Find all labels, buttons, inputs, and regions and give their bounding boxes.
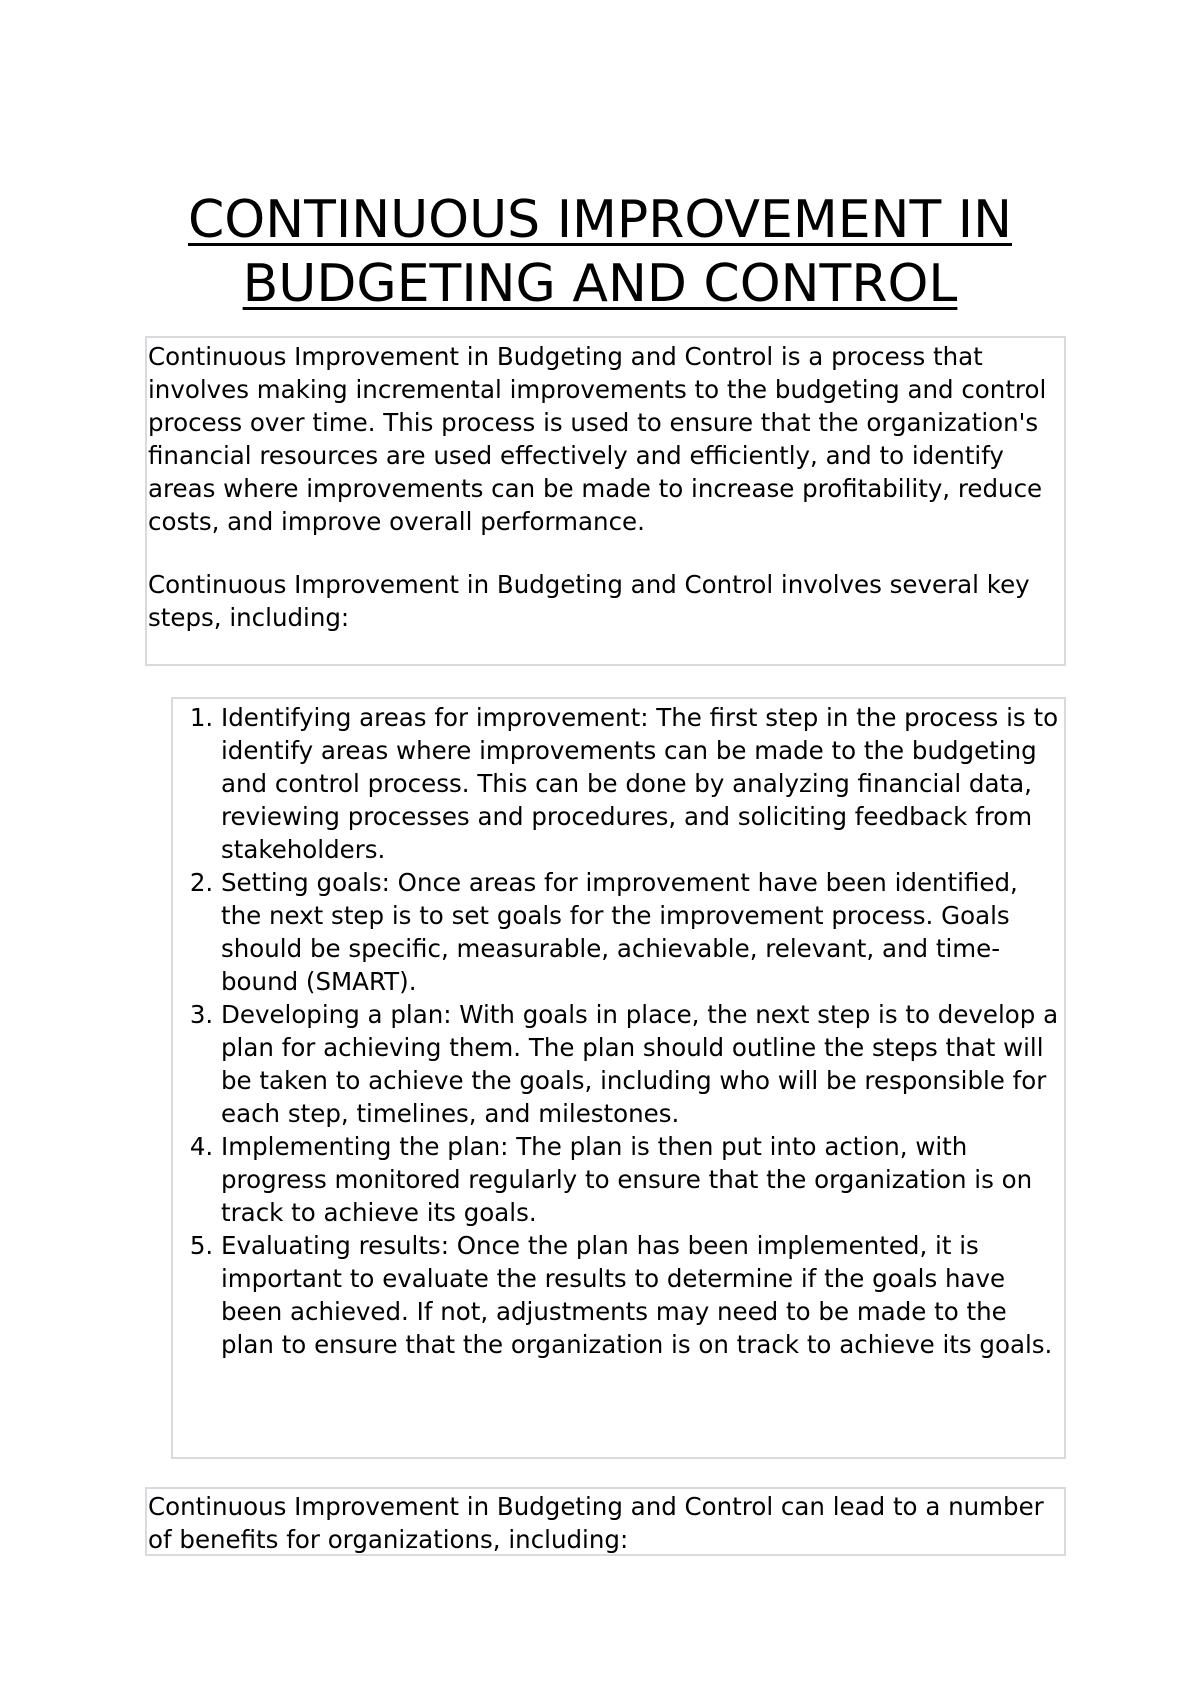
intro-section (145, 336, 1066, 666)
list-item-step-5: 5. Evaluating results: Once the plan has been implemented, it is important to evaluate the results to determine if the goals have been achieved. If not, adjustments may need to be made to the plan to ensure that the organization is on track to achieve its goals. (221, 1229, 1064, 1361)
list-item-step-4: 4. Implementing the plan: The plan is then put into action, with progress monitored regularly to ensure that the organization is on track to achieve its goals. (221, 1130, 1064, 1229)
list-item-step-1: 1. Identifying areas for improvement: The first step in the process is to identify areas where improvements can be made to the budgeting and control process. This can be done by analyzing financial data, reviewing processes and procedures, and soliciting feedback from stakeholders. (221, 701, 1064, 866)
benefits-section (145, 1487, 1066, 1556)
benefits-paragraph: Continuous Improvement in Budgeting and Control can lead to a number of benefits for organizations, including: (148, 1492, 1044, 1554)
intro-paragraph: Continuous Improvement in Budgeting and Control is a process that involves making incremental improvements to the budgeting and control process over time. This process is used to ensure that the organization's financial resources are used effectively and efficiently, and to identify areas where improvements can be made to increase profitability, reduce costs, and improve overall performance. (148, 342, 1047, 536)
list-item-step-2: 2. Setting goals: Once areas for improvement have been identified, the next step is to set goals for the improvement process. Goals should be specific, measurable, achievable, relevant, and time-bound (SMART). (221, 866, 1064, 998)
document-title: CONTINUOUS IMPROVEMENT IN BUDGETING AND CONTROL (187, 190, 1012, 314)
steps-section (171, 697, 1066, 1459)
steps-list (173, 701, 1064, 1361)
list-item-step-3: 3. Developing a plan: With goals in place, the next step is to develop a plan for achieving them. The plan should outline the steps that will be taken to achieve the goals, including who will be responsible for each step, timelines, and milestones. (221, 998, 1064, 1130)
steps-lead-paragraph: Continuous Improvement in Budgeting and Control involves several key steps, including: (148, 570, 1030, 632)
